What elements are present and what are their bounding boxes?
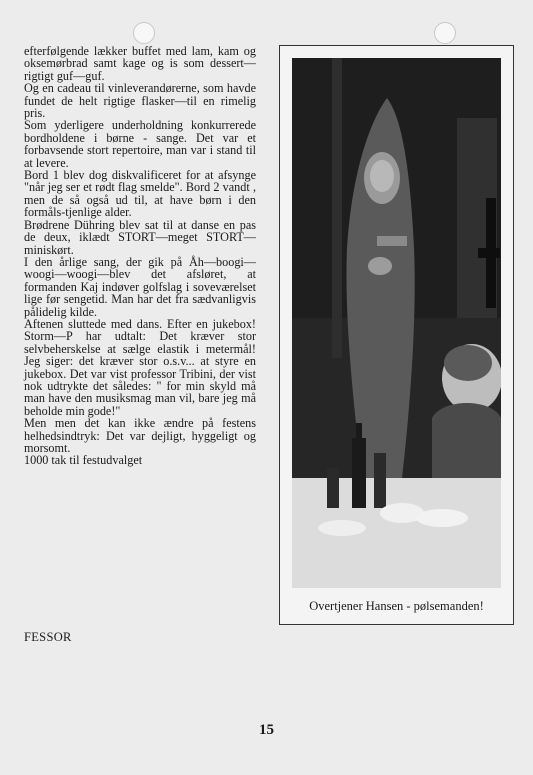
article-paragraph: Aftenen sluttede med dans. Efter en jukebox! Storm—P har udtalt: Det kræver stor selvbeherskelse at sælge elastik i metermål! Jeg siger: det kræver stor o.s.v... at styre en jukebox. Det var vist professor Tribini, der vist nok udtrykte det således: " for min skyld må man have den musiksmag man vil, bare jeg må beholde min gode!" <box>24 316 256 418</box>
article-paragraph: 1000 tak til festudvalget <box>24 453 143 468</box>
article-text <box>24 45 256 467</box>
punch-hole-right <box>434 22 456 44</box>
photo-caption: Overtjener Hansen - pølsemanden! <box>309 599 484 613</box>
article-paragraph: Som yderligere underholdning konkurrerede bordholdene i børne - sange. Det var et forbavsende stort repertoire, man var i stand til at levere. <box>24 118 256 170</box>
article-paragraph: I den årlige sang, der gik på Åh—boogi—woogi—woogi—blev det afsløret, at formanden Kaj indøver golfslag i soveværelset lige før sengetid. Man har det fra sædvanligvis pålidelig kilde. <box>24 254 256 319</box>
article-paragraph: Bord 1 blev dog diskvalificeret for at afsynge "når jeg ser et rødt flag smelde". Bord 2 vandt , men de så også ud til, at have børn i den formåls-tjenlige alder. <box>24 168 256 220</box>
article-paragraph: efterfølgende lækker buffet med lam, kam og oksemørbrad samt kage og is som dessert—rigtigt guf—guf. <box>24 44 256 83</box>
article-paragraph: Brødrene Dühring blev sat til at danse en pas de deux, iklædt STORT—meget STORT—miniskørt. <box>24 217 256 257</box>
author-signature: FESSOR <box>24 630 72 644</box>
article-paragraph: Men men det kan ikke ændre på festens helhedsindtryk: Det var dejligt, hyggeligt og morsomt. <box>24 416 256 455</box>
punch-hole-left <box>133 22 155 44</box>
article-paragraph: Og en cadeau til vinleverandørerne, som havde fundet de helt rigtige flasker—til en rimelig pris. <box>24 81 256 121</box>
photo-sausage-costume <box>292 58 501 635</box>
photo-figure <box>279 45 514 625</box>
photo-image <box>292 58 501 588</box>
page-number: 15 <box>259 722 274 738</box>
